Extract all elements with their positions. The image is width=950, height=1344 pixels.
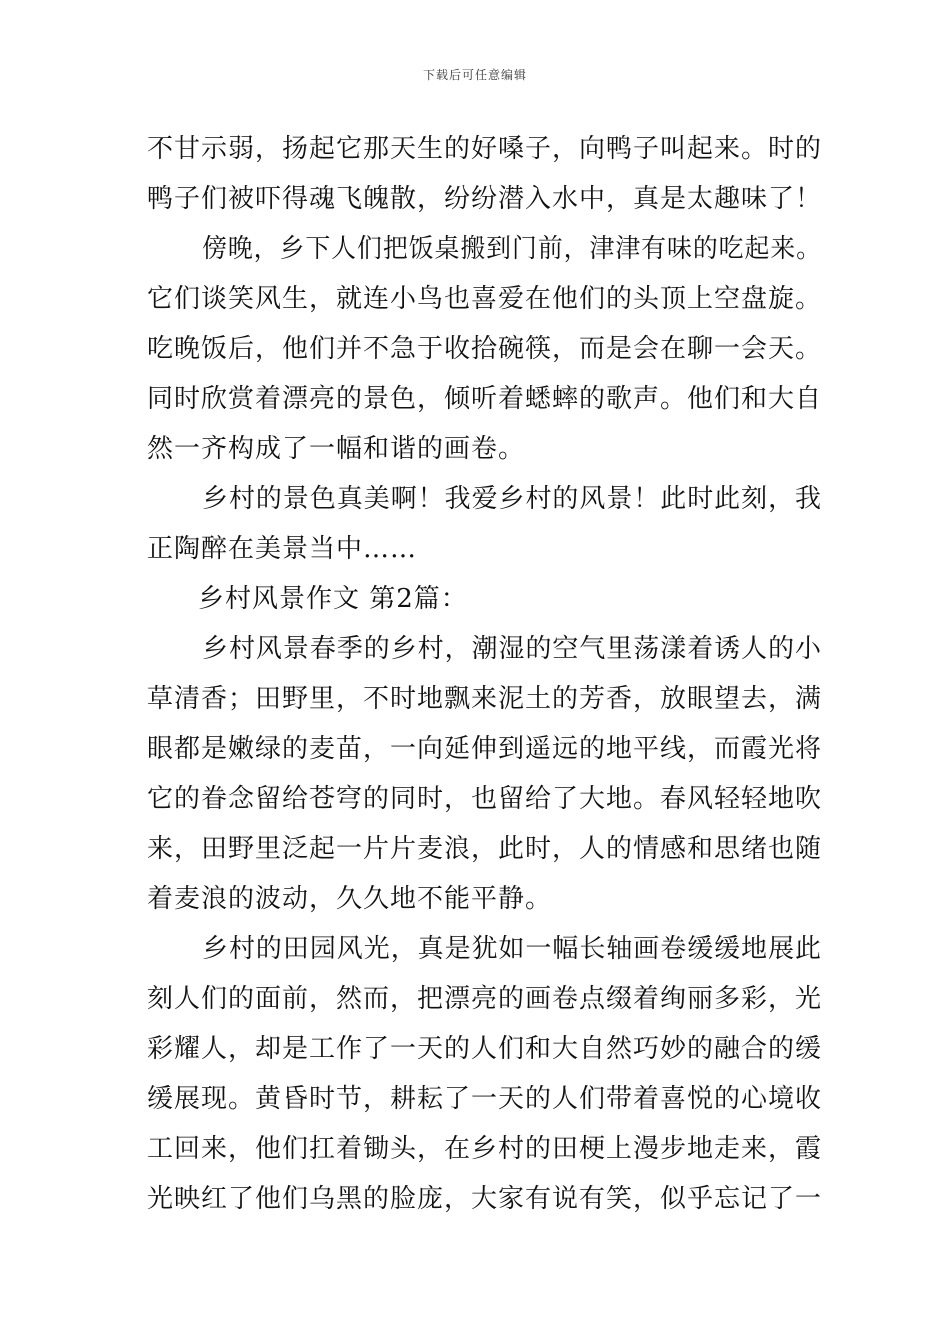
text-line: 吃晚饭后，他们并不急于收拾碗筷，而是会在聊一会天。	[147, 334, 823, 364]
paragraph-first-line: 乡村的景色真美啊！我爱乡村的风景！此时此刻，我	[202, 484, 823, 514]
text-line: 眼都是嫩绿的麦苗，一向延伸到遥远的地平线，而霞光将	[147, 734, 823, 764]
paragraph-first-line: 乡村的田园风光，真是犹如一幅长轴画卷缓缓地展此	[202, 934, 823, 964]
text-line: 然一齐构成了一幅和谐的画卷。	[147, 434, 526, 464]
text-line: 彩耀人，却是工作了一天的人们和大自然巧妙的融合的缓	[147, 1034, 823, 1064]
text-line: 草清香；田野里，不时地飘来泥土的芳香，放眼望去，满	[147, 684, 823, 714]
text-line: 着麦浪的波动，久久地不能平静。	[147, 884, 553, 914]
text-line: 正陶醉在美景当中……	[147, 534, 418, 564]
section-heading: 乡村风景作文 第2篇：	[198, 584, 468, 614]
text-line: 它的眷念留给苍穹的同时，也留给了大地。春风轻轻地吹	[147, 784, 823, 814]
text-line: 同时欣赏着漂亮的景色，倾听着蟋蟀的歌声。他们和大自	[147, 384, 823, 414]
page-header: 下载后可任意编辑	[422, 68, 527, 82]
text-line: 刻人们的面前，然而，把漂亮的画卷点缀着绚丽多彩，光	[147, 984, 823, 1014]
text-line: 来，田野里泛起一片片麦浪，此时，人的情感和思绪也随	[147, 834, 823, 864]
text-line: 它们谈笑风生，就连小鸟也喜爱在他们的头顶上空盘旋。	[147, 284, 823, 314]
paragraph-first-line: 乡村风景春季的乡村，潮湿的空气里荡漾着诱人的小	[202, 634, 823, 664]
text-line: 缓展现。黄昏时节，耕耘了一天的人们带着喜悦的心境收	[147, 1084, 823, 1114]
paragraph-first-line: 傍晚，乡下人们把饭桌搬到门前，津津有味的吃起来。	[202, 234, 823, 264]
text-line: 工回来，他们扛着锄头，在乡村的田梗上漫步地走来，霞	[147, 1134, 823, 1164]
text-line: 不甘示弱，扬起它那天生的好嗓子，向鸭子叫起来。时的	[147, 134, 823, 164]
text-line: 鸭子们被吓得魂飞魄散，纷纷潜入水中，真是太趣味了！	[147, 184, 823, 214]
text-line: 光映红了他们乌黑的脸庞，大家有说有笑，似乎忘记了一	[147, 1184, 823, 1214]
